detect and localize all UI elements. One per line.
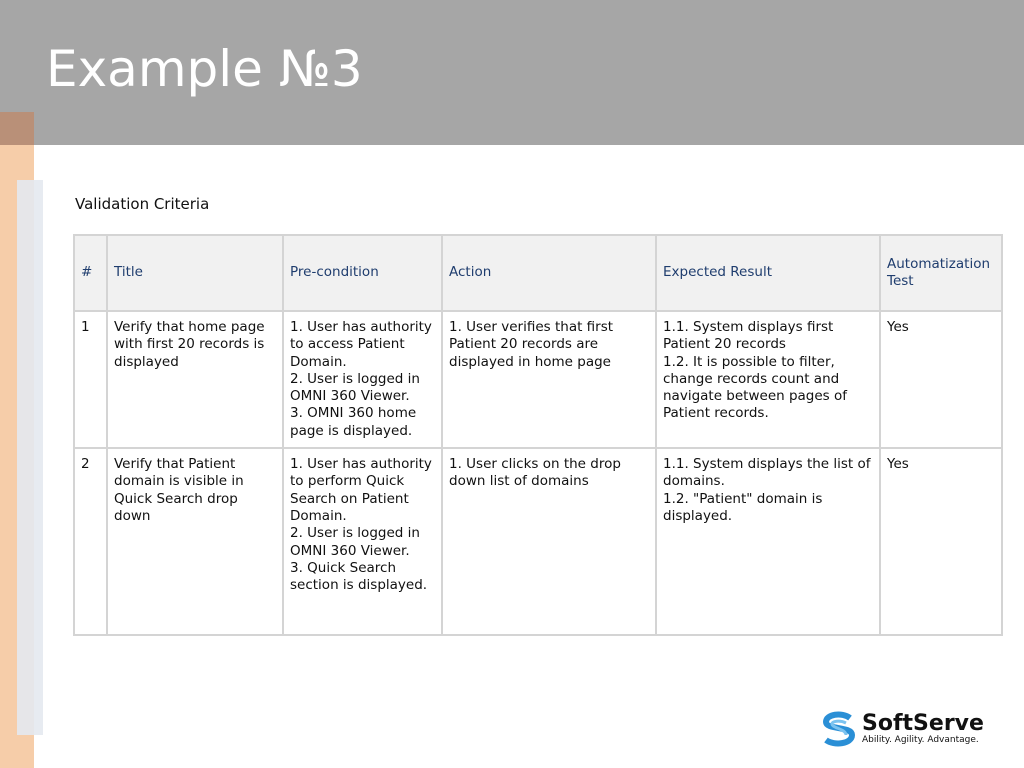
cell: 1. User verifies that first Patient 20 records are displayed in home page xyxy=(442,311,656,448)
table-header-row xyxy=(74,235,1002,311)
side-bar-accent xyxy=(0,112,34,145)
cell: 1. User clicks on the drop down list of domains xyxy=(442,448,656,635)
cell: Yes xyxy=(880,311,1002,448)
col-title: Title xyxy=(107,235,283,311)
col-number: # xyxy=(74,235,107,311)
col-precondition: Pre-condition xyxy=(283,235,442,311)
cell: 1.1. System displays first Patient 20 records 1.2. It is possible to filter, change records count and navigate between pages of Patient records. xyxy=(656,311,880,448)
col-automation: Automatization Test xyxy=(880,235,1002,311)
cell: 1. User has authority to access Patient Domain. 2. User is logged in OMNI 360 Viewer. 3. OMNI 360 home page is displayed. xyxy=(283,311,442,448)
cell: Yes xyxy=(880,448,1002,635)
cell: Verify that home page with first 20 records is displayed xyxy=(107,311,283,448)
table-caption: Validation Criteria xyxy=(75,195,210,213)
col-expected: Expected Result xyxy=(656,235,880,311)
side-strip xyxy=(17,180,43,735)
table-row xyxy=(74,448,1002,635)
slide-title: Example №3 xyxy=(46,40,363,98)
cell: 1 xyxy=(74,311,107,448)
logo-name: SoftServe xyxy=(862,711,984,736)
cell: 1.1. System displays the list of domains. 1.2. "Patient" domain is displayed. xyxy=(656,448,880,635)
softserve-logo xyxy=(820,710,984,748)
cell: 2 xyxy=(74,448,107,635)
table-row xyxy=(74,311,1002,448)
col-action: Action xyxy=(442,235,656,311)
validation-table xyxy=(73,234,1003,636)
cell: Verify that Patient domain is visible in Quick Search drop down xyxy=(107,448,283,635)
logo-tagline: Ability. Agility. Advantage. xyxy=(862,735,979,745)
softserve-logo-icon xyxy=(820,710,858,748)
cell: 1. User has authority to perform Quick Search on Patient Domain. 2. User is logged in OMNI 360 Viewer. 3. Quick Search section is displayed. xyxy=(283,448,442,635)
